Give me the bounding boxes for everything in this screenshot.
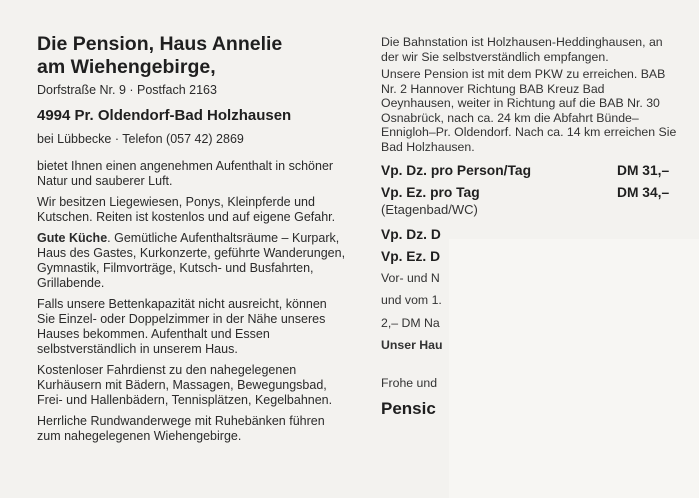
kitchen-heading: Gute Küche [37, 231, 108, 245]
pension-title-line1: Die Pension, Haus Annelie [37, 33, 283, 55]
season-line-1: Vor- und N [381, 271, 440, 285]
etagenbad-note: (Etagenbad/WC) [381, 202, 478, 217]
paragraph-intro: bietet Ihnen einen angenehmen Aufenthalt in schöner Natur und sauberer Luft. [37, 159, 334, 188]
price-amount-single: DM 34,– [617, 185, 670, 200]
our-house-line: Unser Hau [381, 338, 443, 352]
surcharge-line: 2,– DM Na [381, 316, 440, 330]
price-label-double-2: Vp. Dz. D [381, 227, 441, 242]
paragraph-shuttle: Kostenloser Fahrdienst zu den nahegelegenen Kurhäusern mit Bädern, Massagen, Bewegungsbad, Frei- und Hallenbädern, Tennisplätzen, Kegelbahnen. [37, 363, 333, 407]
greeting-line: Frohe und [381, 376, 438, 390]
address: Dorfstraße Nr. 9 · Postfach 2163 [37, 83, 217, 97]
phone: bei Lübbecke · Telefon (057 42) 2869 [37, 132, 244, 146]
paragraph-hiking: Herrliche Rundwanderwege mit Ruhebänken führen zum nahegelegenen Wiehengebirge. [37, 414, 325, 443]
paragraph-kitchen [37, 231, 347, 291]
paragraph-car: Unsere Pension ist mit dem PKW zu erreichen. BAB Nr. 2 Hannover Richtung BAB Kreuz Bad Oeynhausen, weiter in Richtung auf die BAB Nr. 30 Osnabrück, nach ca. 24 km die Abfahrt Bünde–Ennigloh–Pr. Oldendorf. Nach ca. 14 km erreichen Sie Bad Holzhausen. [381, 67, 677, 154]
pension-title-line2: am Wiehengebirge, [37, 56, 216, 78]
paper-overlay [449, 239, 699, 498]
paragraph-train: Die Bahnstation ist Holzhausen-Heddinghausen, an der wir Sie selbstverständlich empfangen. [381, 35, 663, 64]
left-column [37, 33, 347, 450]
kitchen-text: . Gemütliche Aufenthaltsräume – Kurpark, Haus des Gastes, Kurkonzerte, geführte Wanderungen, Gymnastik, Filmvorträge, Kutsch- und Busfahrten, Grillabende. [37, 231, 346, 290]
city: 4994 Pr. Oldendorf-Bad Holzhausen [37, 107, 292, 124]
season-line-2: und vom 1. [381, 293, 442, 307]
price-amount-double: DM 31,– [617, 163, 670, 178]
paragraph-facilities: Wir besitzen Liegewiesen, Ponys, Kleinpferde und Kutschen. Reiten ist kostenlos und auf eigene Gefahr. [37, 195, 336, 224]
price-label-single: Vp. Ez. pro Tag [381, 185, 480, 200]
price-row-single [381, 183, 681, 202]
price-label-single-2: Vp. Ez. D [381, 249, 441, 264]
price-label-double: Vp. Dz. pro Person/Tag [381, 163, 531, 178]
price-row-double [381, 161, 681, 183]
pension-signature: Pensic [381, 399, 436, 418]
paragraph-capacity: Falls unsere Bettenkapazität nicht ausreicht, können Sie Einzel- oder Doppelzimmer in der Nähe unseres Hauses bekommen. Aufenthalt und Essen selbstverständlich in unserem Haus. [37, 297, 327, 356]
